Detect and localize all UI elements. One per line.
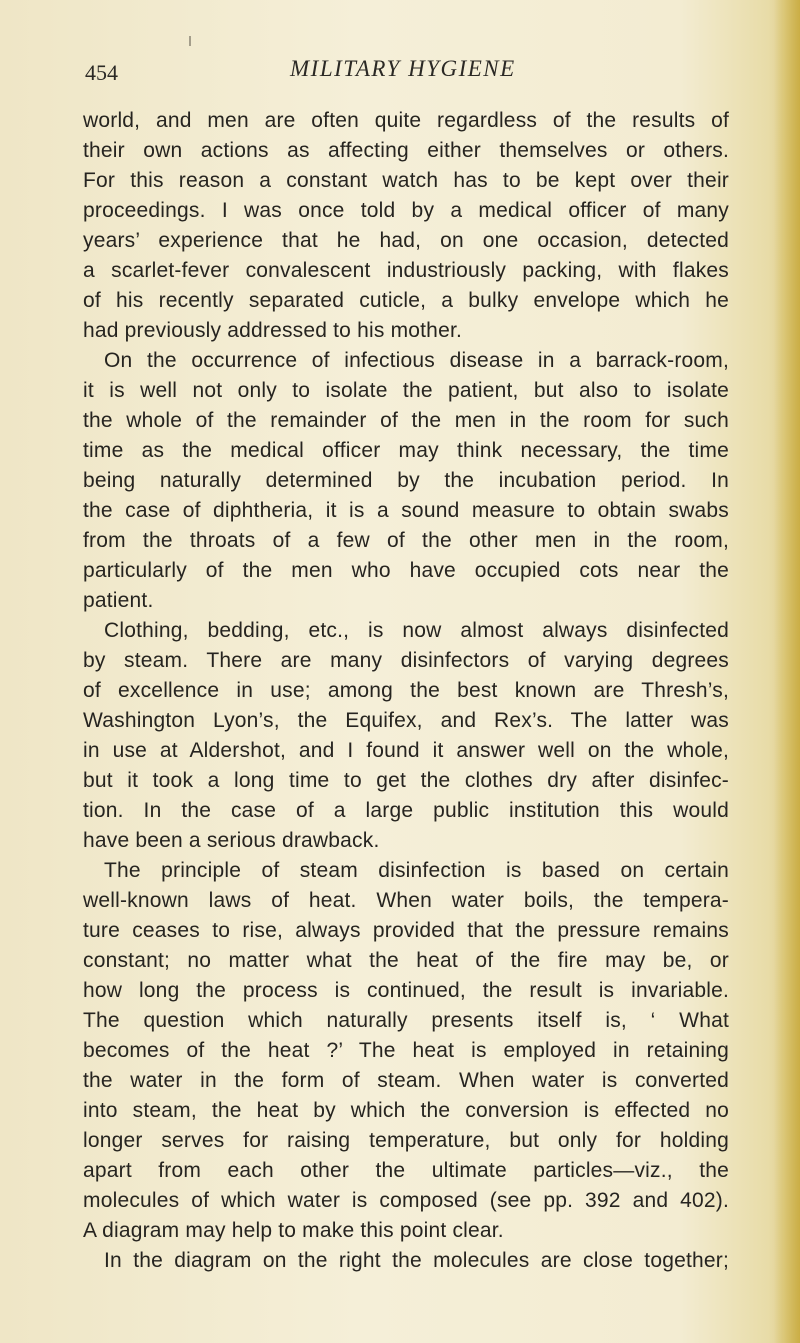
text-line: tion. In the case of a large public institution this would: [83, 799, 729, 822]
text-line: years’ experience that he had, on one occasion, detected: [83, 229, 729, 252]
body-text: [83, 106, 729, 1276]
paragraph-start-line: In the diagram on the right the molecules are close together;: [104, 1249, 729, 1272]
text-line: patient.: [83, 589, 154, 612]
paragraph-start-line: On the occurrence of infectious disease in a barrack-room,: [104, 349, 729, 372]
text-line: time as the medical officer may think necessary, the time: [83, 439, 729, 462]
text-line: in use at Aldershot, and I found it answer well on the whole,: [83, 739, 729, 762]
page-number: 454: [85, 60, 118, 85]
text-line: had previously addressed to his mother.: [83, 319, 463, 342]
text-line: world, and men are often quite regardless of the results of: [83, 109, 729, 132]
print-mark: [189, 36, 191, 46]
text-line: into steam, the heat by which the conversion is effected no: [83, 1099, 729, 1122]
text-line: but it took a long time to get the clothes dry after disinfec-: [83, 769, 729, 792]
text-line: the water in the form of steam. When water is converted: [83, 1069, 729, 1092]
text-line: their own actions as affecting either themselves or others.: [83, 139, 729, 162]
text-line: how long the process is continued, the result is invariable.: [83, 979, 729, 1002]
paragraph-start-line: Clothing, bedding, etc., is now almost always disinfected: [104, 619, 729, 642]
text-line: The question which naturally presents itself is, ‘ What: [83, 1009, 729, 1032]
text-line: molecules of which water is composed (see pp. 392 and 402).: [83, 1189, 729, 1212]
text-line: from the throats of a few of the other men in the room,: [83, 529, 729, 552]
text-line: it is well not only to isolate the patient, but also to isolate: [83, 379, 729, 402]
running-head: MILITARY HYGIENE: [290, 56, 516, 81]
text-line: apart from each other the ultimate particles—viz., the: [83, 1159, 729, 1182]
text-line: For this reason a constant watch has to be kept over their: [83, 169, 729, 192]
text-line: A diagram may help to make this point clear.: [83, 1219, 504, 1242]
text-line: by steam. There are many disinfectors of varying degrees: [83, 649, 729, 672]
text-line: being naturally determined by the incubation period. In: [83, 469, 729, 492]
text-line: well-known laws of heat. When water boils, the tempera-: [83, 889, 729, 912]
text-line: of his recently separated cuticle, a bulky envelope which he: [83, 289, 729, 312]
text-line: constant; no matter what the heat of the fire may be, or: [83, 949, 729, 972]
text-line: ture ceases to rise, always provided that the pressure remains: [83, 919, 729, 942]
text-line: of excellence in use; among the best known are Thresh’s,: [83, 679, 729, 702]
text-line: the case of diphtheria, it is a sound measure to obtain swabs: [83, 499, 729, 522]
text-line: becomes of the heat ?’ The heat is employed in retaining: [83, 1039, 729, 1062]
text-line: Washington Lyon’s, the Equifex, and Rex’s. The latter was: [83, 709, 729, 732]
text-line: the whole of the remainder of the men in the room for such: [83, 409, 729, 432]
text-line: a scarlet-fever convalescent industriously packing, with flakes: [83, 259, 729, 282]
text-line: particularly of the men who have occupied cots near the: [83, 559, 729, 582]
text-line: longer serves for raising temperature, but only for holding: [83, 1129, 729, 1152]
text-line: proceedings. I was once told by a medical officer of many: [83, 199, 729, 222]
paragraph-start-line: The principle of steam disinfection is based on certain: [104, 859, 729, 882]
text-line: have been a serious drawback.: [83, 829, 380, 852]
